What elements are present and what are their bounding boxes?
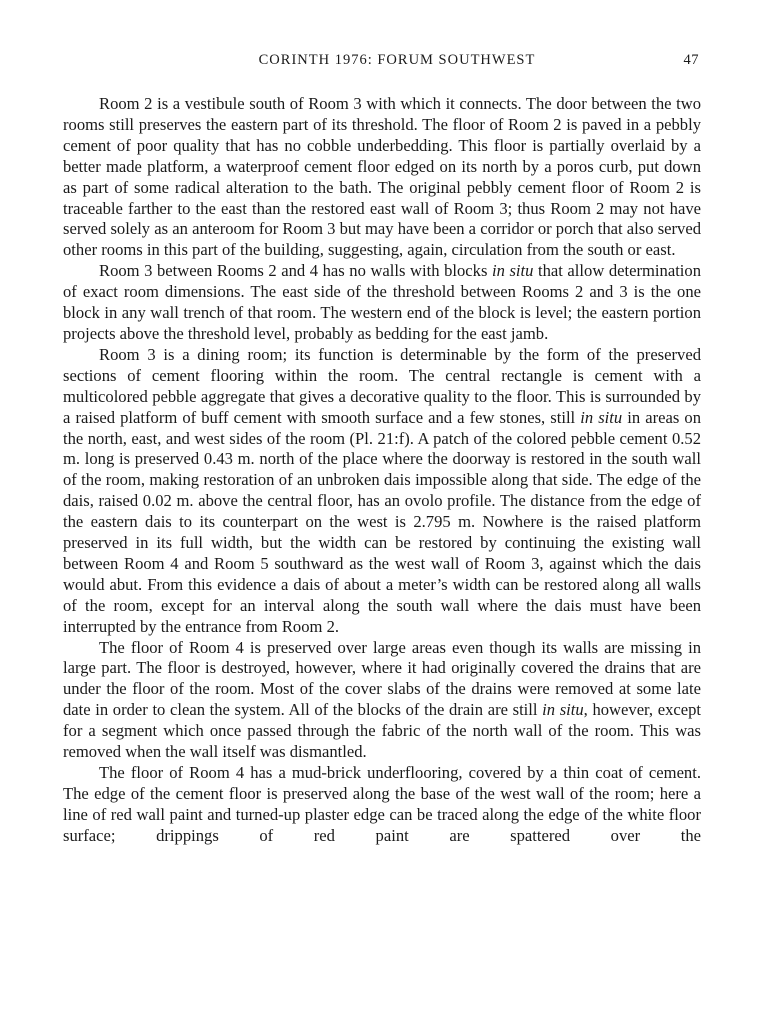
text-segment: Room 2 is a vestibule south of Room 3 with which it connects. The door between the two rooms still preserves the eastern part of its threshold. The floor of Room 2 is paved in a pebbly cement of poor quality that has no cobble underbedding. This floor is partially overlaid by a better made platform, a waterproof cement floor edged on its north by a poros curb, put down as part of some radical alteration to the bath. The original pebbly cement floor of Room 2 is traceable farther to the east than the restored east wall of Room 3; thus Room 2 may not have served solely as an anteroom for Room 3 but may have been a corridor or porch that also served other rooms in this part of the building, suggesting, again, circulation from the south or east. [63, 94, 701, 260]
italic-term: in situ [542, 700, 584, 720]
paragraph-room-3-dining [63, 345, 701, 638]
paragraph-room-4-floor [63, 638, 701, 763]
text-segment: , however, except for a segment which once passed through the fabric of the north wall of the room. This was removed when the wall itself was dismantled. [63, 700, 701, 762]
text-segment: The floor of Room 4 is preserved over large areas even though its walls are missing in large part. The floor is destroyed, however, where it had originally covered the drains that are under the floor of the room. Most of the cover slabs of the drains were removed at some late date in order to clean the system. All of the blocks of the drain are still [63, 637, 701, 720]
italic-term: in situ [580, 407, 623, 427]
text-segment: in areas on the north, east, and west sides of the room (Pl. 21:f). A patch of the colored pebble cement 0.52 m. long is preserved 0.43 m. north of the place where the doorway is restored in the south wall of the room, making restoration of an unbroken dais impossible along that side. The edge of the dais, raised 0.02 m. above the central floor, has an ovolo profile. The distance from the edge of the eastern dais to its counterpart on the west is 2.795 m. Nowhere is the raised platform preserved in its full width, but the width can be restored by continuing the existing wall between Room 4 and Room 5 southward as the west wall of Room 3, against which the dais would abut. From this evidence a dais of about a meter’s width can be restored along all walls of the room, except for an interval along the south wall where the dais must have been interrupted by the entrance from Room 2. [63, 407, 702, 636]
paragraph-room-4-underflooring [63, 763, 701, 847]
text-segment: Room 3 is a dining room; its function is determinable by the form of the preserved sections of cement flooring within the room. The central rectangle is cement with a multicolored pebble aggregate that gives a decorative quality to the floor. This is surrounded by a raised platform of buff cement with smooth surface and a few stones, still [63, 344, 701, 427]
text-segment: The floor of Room 4 has a mud-brick underflooring, covered by a thin coat of cement. The edge of the cement floor is preserved along the base of the west wall of the room; here a line of red wall paint and turned-up plaster edge can be traced along the edge of the white floor surface; drippings of red paint are spattered over the [63, 763, 701, 845]
italic-term: in situ [491, 261, 534, 281]
paragraph-room-2 [63, 94, 701, 261]
page-number: 47 [683, 52, 699, 68]
book-page [63, 52, 701, 847]
running-title: CORINTH 1976: FORUM SOUTHWEST [258, 52, 536, 68]
text-segment: that allow determination of exact room dimensions. The east side of the threshold between Rooms 2 and 3 is the one block in any wall trench of that room. The western end of the block is level; the eastern portion projects above the threshold level, probably as bedding for the east jamb. [63, 261, 702, 343]
running-head [63, 52, 701, 76]
text-segment: Room 3 between Rooms 2 and 4 has no walls with blocks [99, 261, 492, 281]
body-text [63, 94, 701, 847]
paragraph-room-3-walls [63, 261, 701, 345]
